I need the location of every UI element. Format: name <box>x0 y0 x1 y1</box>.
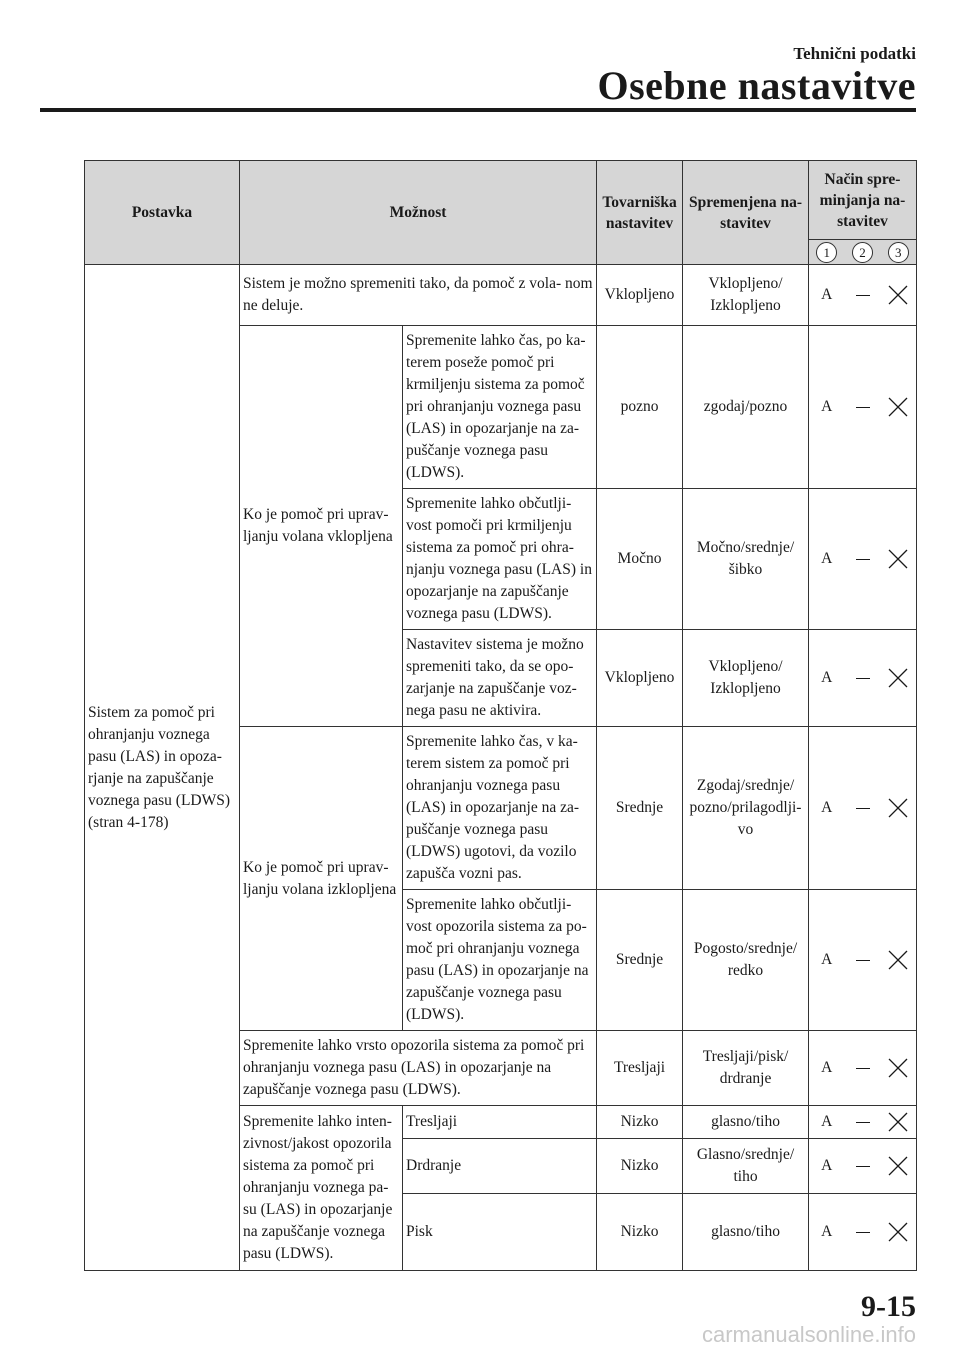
option-cell: Tresljaji <box>403 1106 597 1139</box>
cross-icon <box>887 797 909 819</box>
cross-icon <box>887 1111 909 1133</box>
factory-cell: Srednje <box>597 890 683 1031</box>
cross-icon <box>887 1057 909 1079</box>
dash-icon <box>856 295 870 296</box>
group-cell-on: Ko je pomoč pri uprav- ljanju volana vklopljena <box>240 326 403 727</box>
col-header-tovarniska: Tovarniška nastavitev <box>597 161 683 265</box>
dash-icon <box>856 407 870 408</box>
factory-cell: Srednje <box>597 727 683 890</box>
method-2-cell <box>845 1031 881 1106</box>
option-cell: Spremenite lahko občutlji- vost pomoči pri krmiljenju sistema za pomoč pri ohra- njanju voznega pasu (LAS) in opozarjanje na zapuščanje voznega pasu (LDWS). <box>403 489 597 630</box>
changed-cell: glasno/tiho <box>683 1194 809 1271</box>
factory-cell: Nizko <box>597 1194 683 1271</box>
cross-icon <box>887 949 909 971</box>
method-3-cell <box>881 326 917 489</box>
cross-icon <box>887 284 909 306</box>
method-1-cell: A <box>809 1194 845 1271</box>
option-cell: Pisk <box>403 1194 597 1271</box>
col-header-spremenjena: Spremenjena na- stavitev <box>683 161 809 265</box>
changed-cell: Glasno/srednje/ tiho <box>683 1139 809 1194</box>
changed-cell: glasno/tiho <box>683 1106 809 1139</box>
col-header-postavka: Postavka <box>85 161 240 265</box>
method-2-cell <box>845 890 881 1031</box>
header-row <box>85 161 917 240</box>
method-2-cell <box>845 1106 881 1139</box>
factory-cell: Vklopljeno <box>597 630 683 727</box>
changed-cell: Tresljaji/pisk/ drdranje <box>683 1031 809 1106</box>
method-2-badge: 2 <box>852 242 873 263</box>
method-2-cell <box>845 265 881 326</box>
dash-icon <box>856 1232 870 1233</box>
option-cell: Spremenite lahko občutlji- vost opozorila sistema za po- moč pri ohranjanju voznega pasu (LAS) in opozarjanje na zapuščanje voznega pasu (LDWS). <box>403 890 597 1031</box>
method-3-cell <box>881 727 917 890</box>
changed-cell: Pogosto/srednje/ redko <box>683 890 809 1031</box>
method-1-cell: A <box>809 727 845 890</box>
method-3-cell <box>881 630 917 727</box>
changed-cell: Močno/srednje/ šibko <box>683 489 809 630</box>
method-2-cell <box>845 1139 881 1194</box>
factory-cell: Nizko <box>597 1139 683 1194</box>
factory-cell: Tresljaji <box>597 1031 683 1106</box>
method-1-cell: A <box>809 890 845 1031</box>
method-1-cell: A <box>809 489 845 630</box>
cross-icon <box>887 667 909 689</box>
dash-icon <box>856 1068 870 1069</box>
method-1-cell: A <box>809 326 845 489</box>
dash-icon <box>856 1166 870 1167</box>
item-cell: Sistem za pomoč pri ohranjanju voznega pasu (LAS) in opoza- rjanje na zapuščanje voznega pasu (LDWS) (stran 4-178) <box>85 265 240 1271</box>
option-cell: Drdranje <box>403 1139 597 1194</box>
method-2-cell <box>845 1194 881 1271</box>
method-1-cell: A <box>809 1139 845 1194</box>
changed-cell: Vklopljeno/ Izklopljeno <box>683 630 809 727</box>
method-2-cell <box>845 630 881 727</box>
cross-icon <box>887 396 909 418</box>
method-3-cell <box>881 1194 917 1271</box>
changed-cell: zgodaj/pozno <box>683 326 809 489</box>
method-1-cell: A <box>809 1106 845 1139</box>
method-3-cell <box>881 1106 917 1139</box>
dash-icon <box>856 960 870 961</box>
method-3-cell <box>881 265 917 326</box>
changed-cell: Zgodaj/srednje/ pozno/prilagodlji- vo <box>683 727 809 890</box>
dash-icon <box>856 678 870 679</box>
method-1-cell: A <box>809 630 845 727</box>
dash-icon <box>856 559 870 560</box>
method-2-cell <box>845 326 881 489</box>
method-3-badge: 3 <box>888 242 909 263</box>
group-cell-intensity: Spremenite lahko inten- zivnost/jakost opozorila sistema za pomoč pri ohranjanju voznega pa- su (LAS) in opozarjanje na zapuščanje voznega pasu (LDWS). <box>240 1106 403 1271</box>
method-3-cell <box>881 1139 917 1194</box>
col-header-moznost: Možnost <box>240 161 597 265</box>
section-label: Tehnični podatki <box>793 44 916 63</box>
factory-cell: Močno <box>597 489 683 630</box>
group-cell-off: Ko je pomoč pri uprav- ljanju volana izklopljena <box>240 727 403 1031</box>
option-cell: Sistem je možno spremeniti tako, da pomoč z vola- nom ne deluje. <box>240 265 597 326</box>
option-cell: Spremenite lahko čas, v ka- terem sistem za pomoč pri ohranjanju voznega pasu (LAS) in opozarjanje na za- puščanje voznega pasu (LDWS) ugotovi, da vozilo zapušča vozni pas. <box>403 727 597 890</box>
option-cell: Spremenite lahko vrsto opozorila sistema za pomoč pri ohranjanju voznega pasu (LAS) in opozarjanje na zapuščanje voznega pasu (LDWS). <box>240 1031 597 1106</box>
method-1-badge: 1 <box>816 242 837 263</box>
watermark: carmanualsonline.info <box>701 1322 916 1347</box>
page-title: Osebne nastavitve <box>597 63 916 108</box>
dash-icon <box>856 1122 870 1123</box>
table-row <box>85 265 917 326</box>
page-number: 9-15 <box>861 1290 916 1323</box>
factory-cell: Nizko <box>597 1106 683 1139</box>
cross-icon <box>887 1221 909 1243</box>
method-2-cell <box>845 489 881 630</box>
changed-cell: Vklopljeno/ Izklopljeno <box>683 265 809 326</box>
cross-icon <box>887 548 909 570</box>
title-rule <box>40 108 916 112</box>
method-3-cell <box>881 1031 917 1106</box>
factory-cell: pozno <box>597 326 683 489</box>
option-cell: Nastavitev sistema je možno spremeniti tako, da se opo- zarjanje na zapuščanje voz- nega pasu ne aktivira. <box>403 630 597 727</box>
method-3-cell <box>881 489 917 630</box>
method-3-cell <box>881 890 917 1031</box>
dash-icon <box>856 808 870 809</box>
col-header-nacin: Način spre- minjanja na- stavitev <box>809 161 917 240</box>
factory-cell: Vklopljeno <box>597 265 683 326</box>
cross-icon <box>887 1155 909 1177</box>
method-2-cell <box>845 727 881 890</box>
settings-table <box>84 160 917 1271</box>
method-1-cell: A <box>809 1031 845 1106</box>
option-cell: Spremenite lahko čas, po ka- terem poseže pomoč pri krmiljenju sistema za pomoč pri ohranjanju voznega pasu (LAS) in opozarjanje na za- puščanje voznega pasu (LDWS). <box>403 326 597 489</box>
method-1-cell: A <box>809 265 845 326</box>
